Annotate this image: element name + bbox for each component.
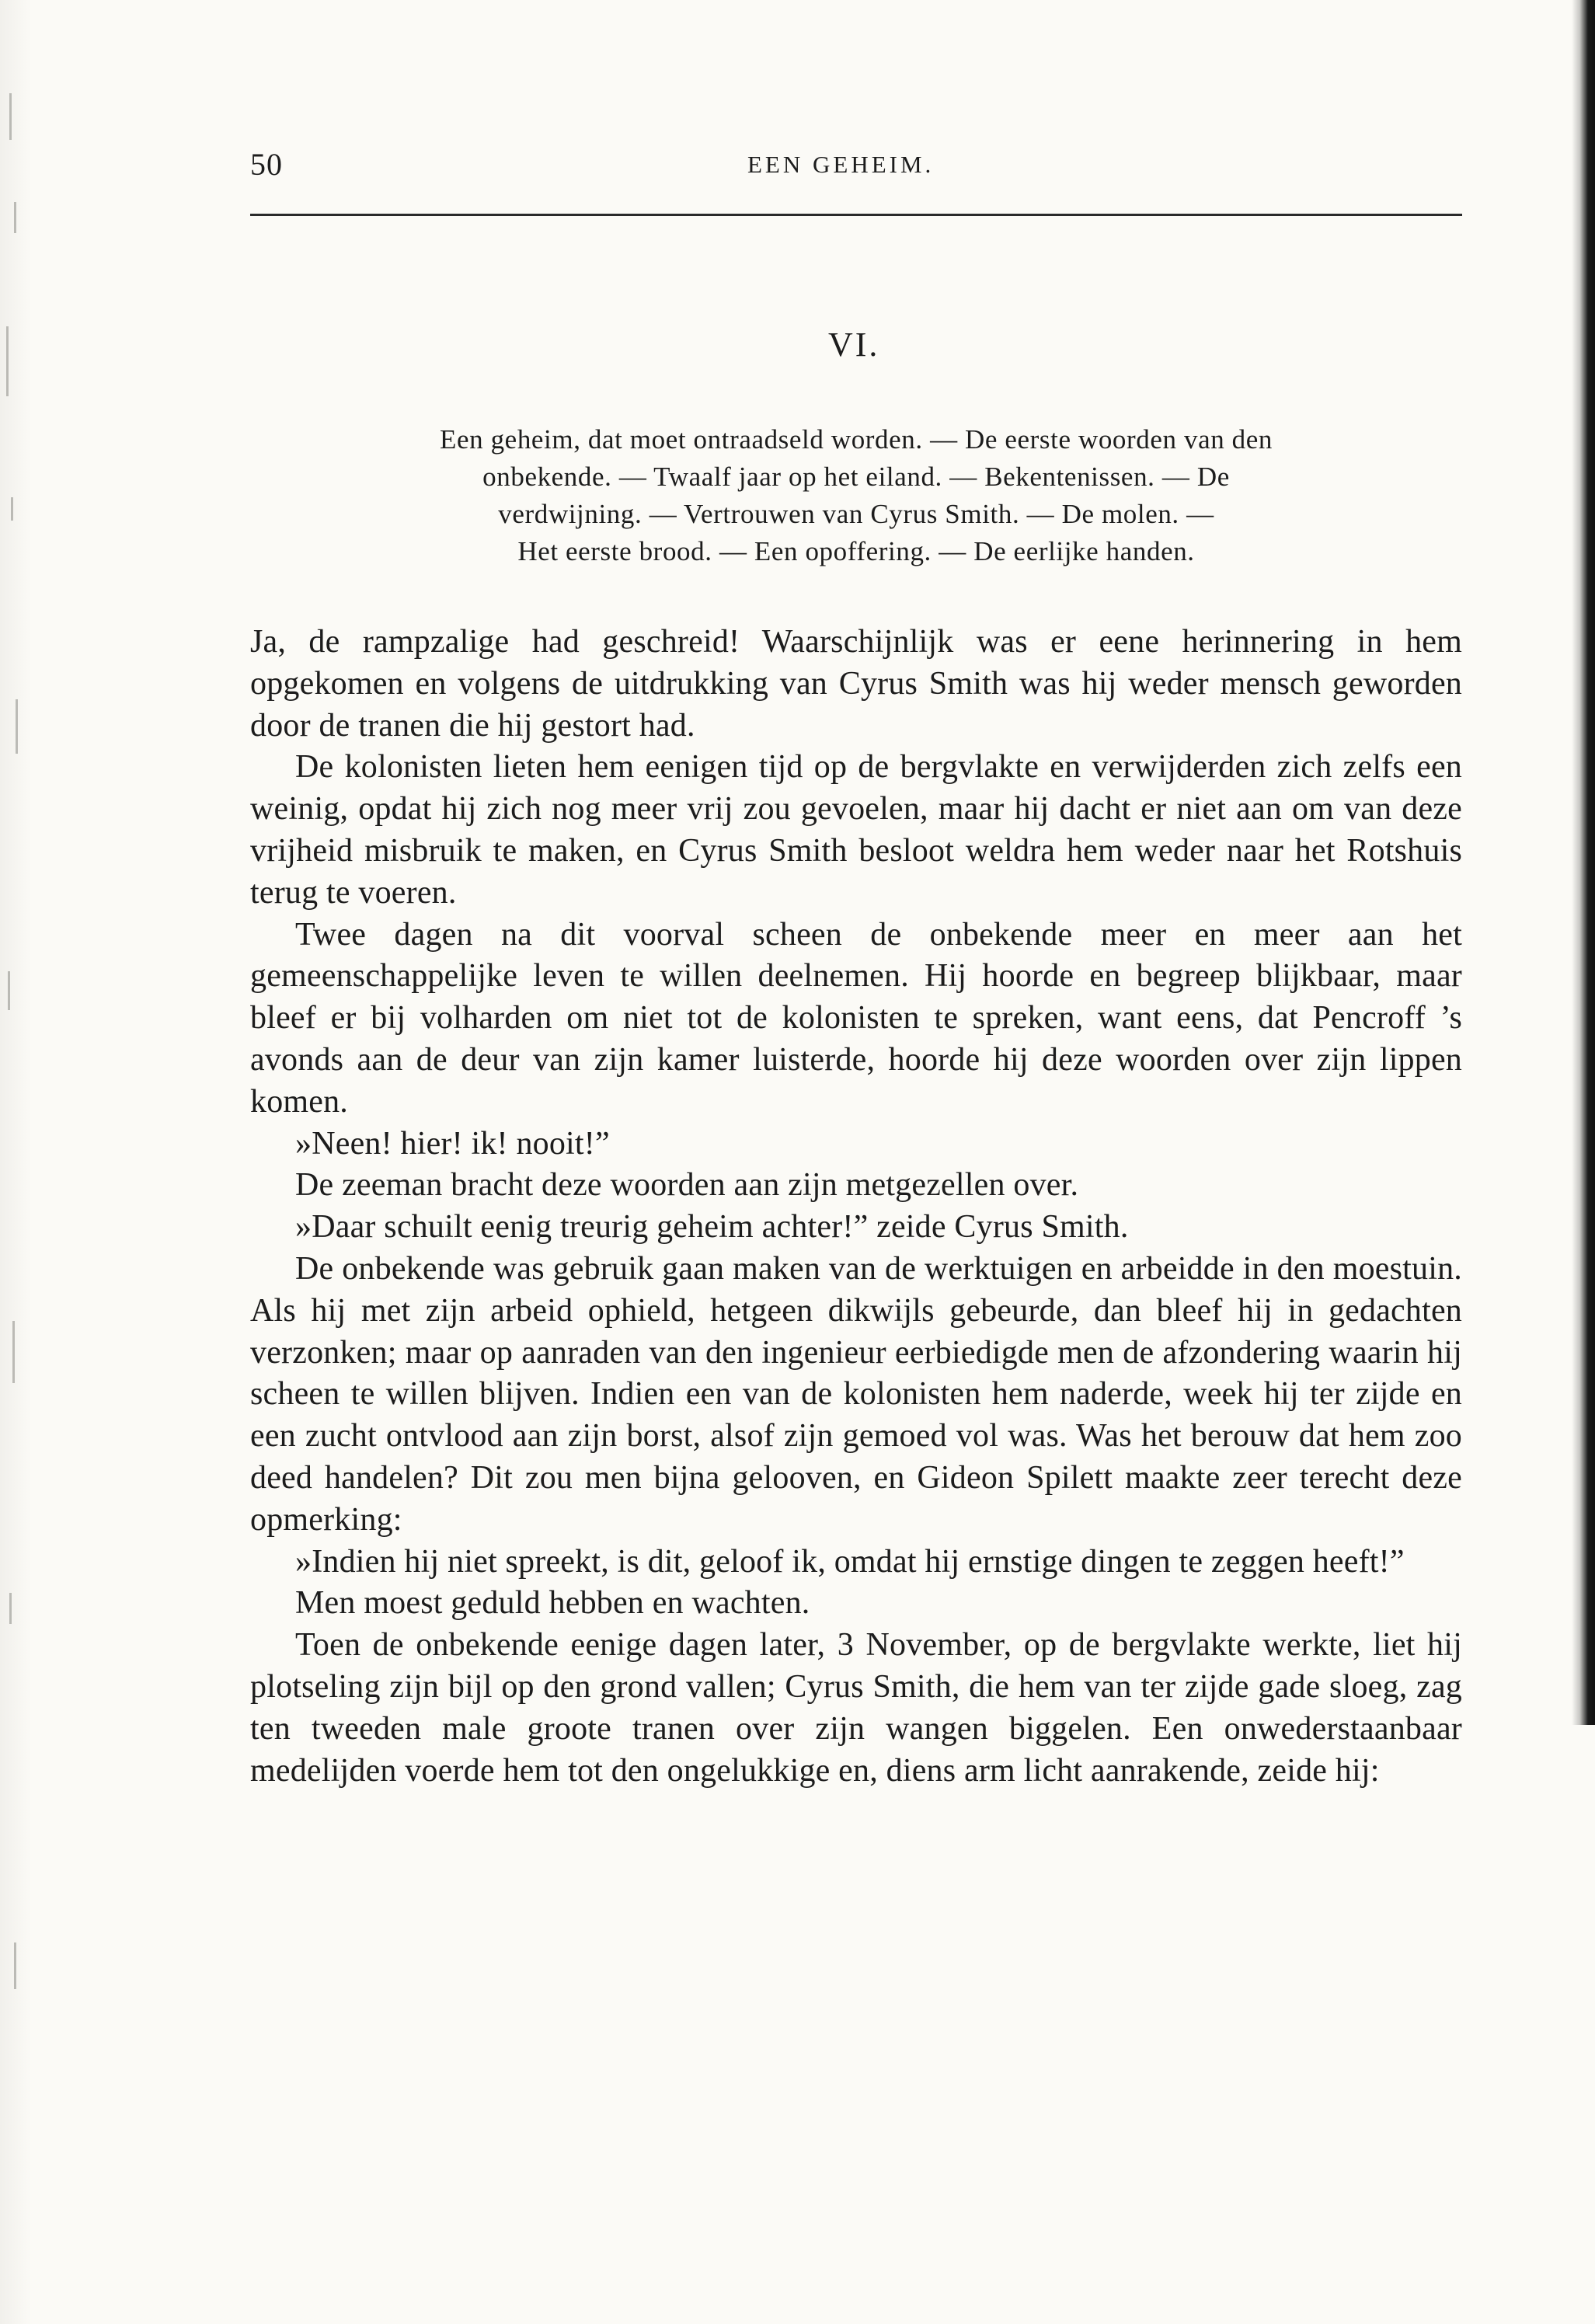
paragraph: Men moest geduld hebben en wachten. <box>295 1585 810 1622</box>
paragraph: De kolonisten lieten hem eenigen tijd op de bergvlakte en verwijderden zich zelfs een weinig, opdat hij zich nog meer vrij zou gevoelen, maar hij dacht er niet aan om van deze vrijheid misbruik te maken, en Cyrus Smith besloot weldra hem weder naar het Rotshuis terug te voeren. <box>250 749 1462 911</box>
summary-line: onbekende. — Twaalf jaar op het eiland. — Bekentenissen. — De <box>482 462 1230 492</box>
summary-line: Het eerste brood. — Een opoffering. — De eerlijke handen. <box>517 536 1195 566</box>
page-header <box>250 146 1462 186</box>
body-text <box>250 622 1462 1792</box>
paragraph: Toen de onbekende eenige dagen later, 3 November, op de bergvlakte werkte, liet hij plotseling zijn bijl op den grond vallen; Cyrus Smith, die hem van ter zijde gade sloeg, zag ten tweeden male groote tranen over zijn wangen biggelen. Een onwederstaanbaar medelijden voerde hem tot den ongelukkige en, diens arm licht aanrakende, zeide hij: <box>250 1627 1462 1789</box>
paragraph: Ja, de rampzalige had geschreid! Waarschijnlijk was er eene herinnering in hem opgekomen en volgens de uitdrukking van Cyrus Smith was hij weder mensch geworden door de tranen die hij gestort had. <box>250 624 1462 744</box>
chapter-number: VI. <box>828 326 880 364</box>
paragraph: De zeeman bracht deze woorden aan zijn metgezellen over. <box>295 1167 1079 1204</box>
paragraph: Twee dagen na dit voorval scheen de onbekende meer en meer aan het gemeenschappelijke leven te willen deelnemen. Hij hoorde en begreep blijkbaar, maar bleef er bij volharden om niet tot de kolonisten te spreken, want eens, dat Pencroff ’s avonds aan de deur van zijn kamer luisterde, hoorde hij deze woorden over zijn lippen komen. <box>250 916 1462 1120</box>
chapter-summary <box>273 421 1439 570</box>
page-gutter-shadow <box>0 0 31 2324</box>
paragraph: »Indien hij niet spreekt, is dit, geloof ik, omdat hij ernstige dingen te zeggen heeft!” <box>295 1543 1405 1580</box>
paragraph: »Daar schuilt eenig treurig geheim achter!” zeide Cyrus Smith. <box>295 1209 1129 1246</box>
paragraph: »Neen! hier! ik! nooit!” <box>295 1125 610 1162</box>
paragraph: De onbekende was gebruik gaan maken van de werktuigen en arbeidde in den moestuin. Als hij met zijn arbeid ophield, hetgeen dikwijls gebeurde, dan bleef hij in gedachten verzonken; maar op aanraden van den ingenieur eerbiedigde men de afzondering waarin hij scheen te willen blijven. Indien een van de kolonisten hem naderde, week hij ter zijde en een zucht ontvlood aan zijn borst, alsof zijn gemoed vol was. Was het berouw dat hem zoo deed handelen? Dit zou men bijna gelooven, en Gideon Spilett maakte zeer terecht deze opmerking: <box>250 1250 1462 1538</box>
header-rule <box>250 214 1462 216</box>
summary-line: verdwijning. — Vertrouwen van Cyrus Smith. — De molen. — <box>498 499 1214 529</box>
running-title: EEN GEHEIM. <box>747 151 935 178</box>
page-edge-shadow <box>1572 0 1595 1725</box>
page-number: 50 <box>250 147 283 182</box>
summary-line: Een geheim, dat moet ontraadseld worden. — De eerste woorden van den <box>440 424 1273 455</box>
